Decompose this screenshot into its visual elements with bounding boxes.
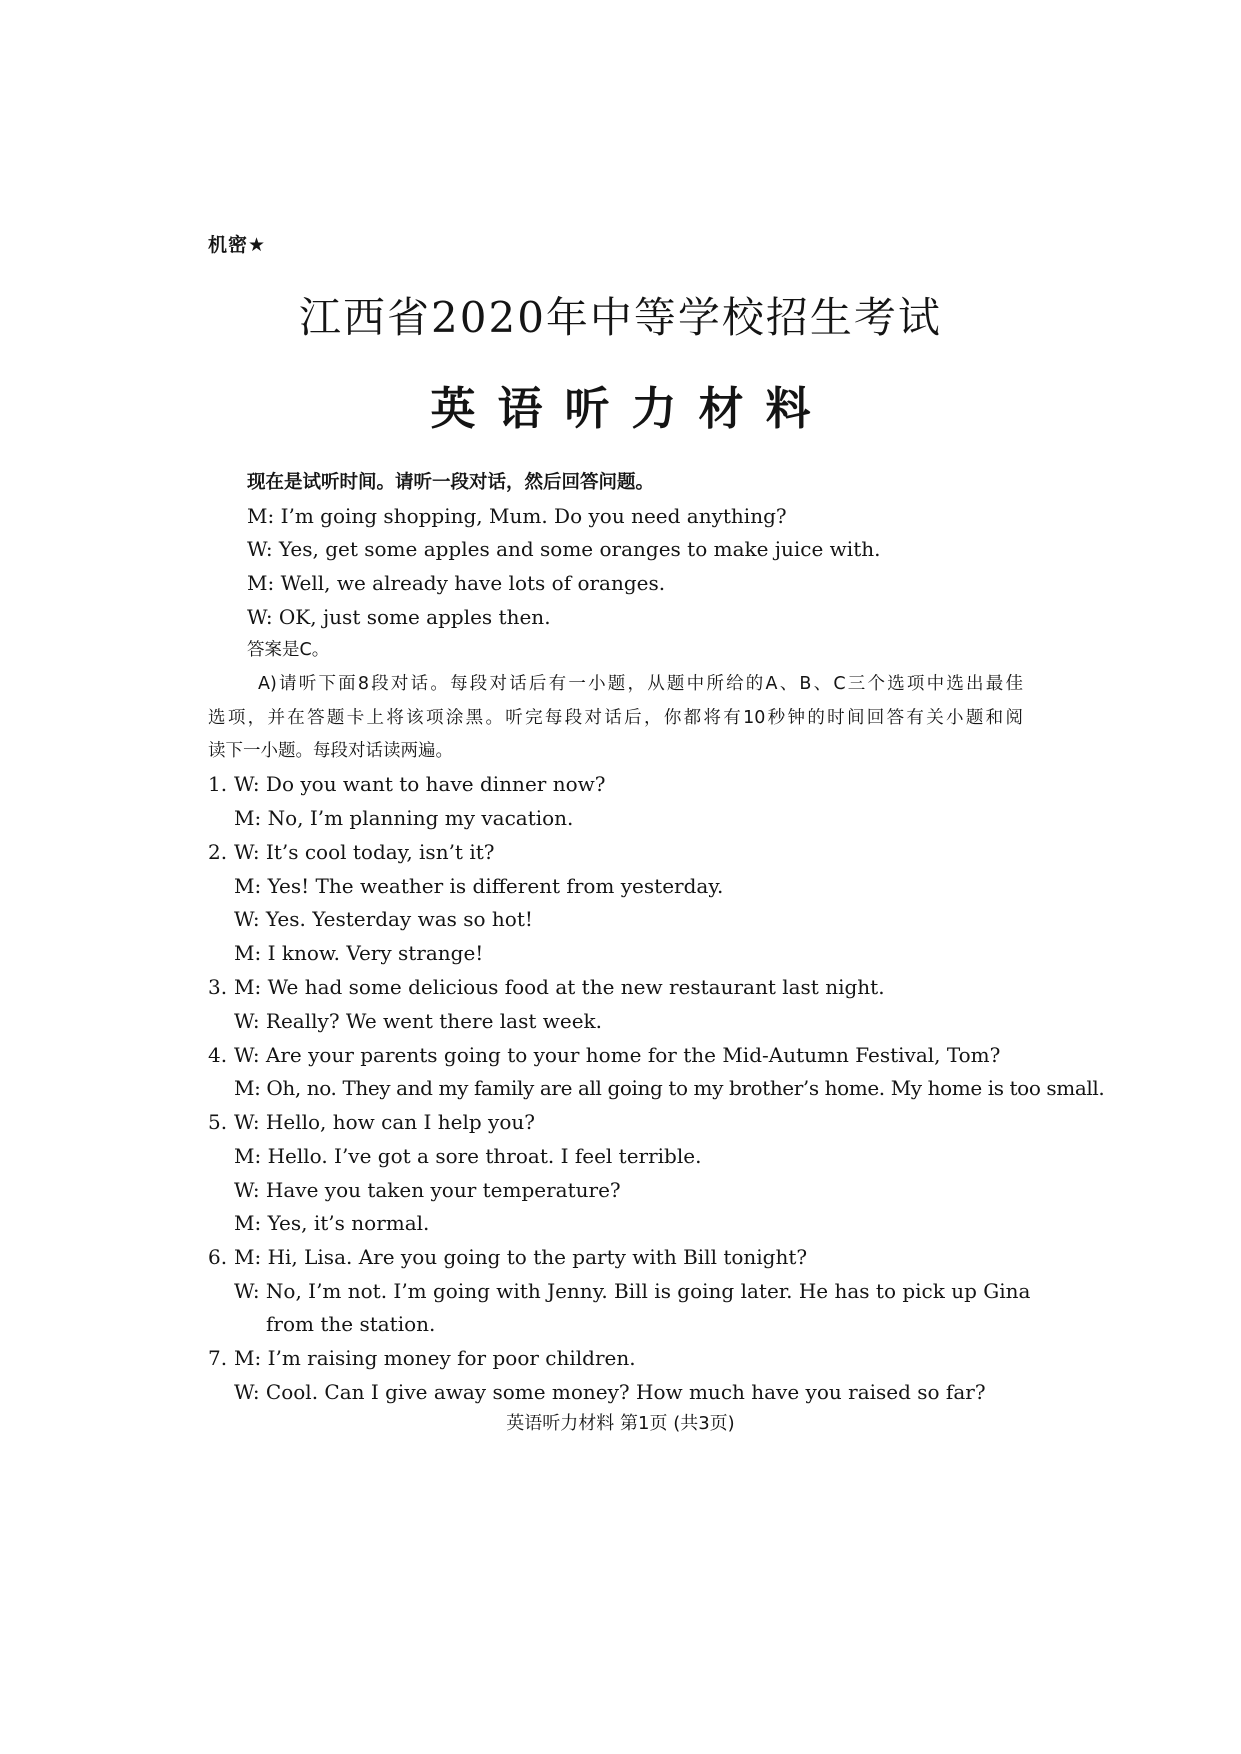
dialogue-number: 1. (208, 772, 228, 796)
trial-instruction: 现在是试听时间。请听一段对话，然后回答问题。 (247, 472, 655, 493)
section-a-instruction-line: A)请听下面8段对话。每段对话后有一小题，从题中所给的A、B、C三个选项中选出最佳 (258, 674, 1023, 694)
dialogue-line: M: We had some delicious food at the new restaurant last night. (234, 975, 885, 999)
trial-line: W: OK, just some apples then. (247, 605, 551, 629)
dialogue-number: 3. (208, 975, 228, 999)
dialogue-number: 2. (208, 840, 228, 864)
confidential-mark: 机密★ (208, 234, 267, 256)
trial-line: M: I’m going shopping, Mum. Do you need anything? (247, 504, 787, 528)
dialogue-number: 6. (208, 1245, 228, 1269)
section-a-instruction-line: 选项，并在答题卡上将该项涂黑。听完每段对话后，你都将有10秒钟的时间回答有关小题和阅 (208, 708, 1023, 728)
dialogue-line: W: No, I’m not. I’m going with Jenny. Bill is going later. He has to pick up Gina (234, 1279, 1031, 1303)
dialogue-line: M: Yes! The weather is different from yesterday. (234, 874, 724, 898)
dialogue-line: W: Cool. Can I give away some money? How much have you raised so far? (234, 1380, 986, 1404)
dialogue-line: from the station. (266, 1312, 436, 1336)
dialogue-line: W: Hello, how can I help you? (234, 1110, 535, 1134)
dialogue-line: W: Have you taken your temperature? (234, 1178, 621, 1202)
dialogue-line: M: I know. Very strange! (234, 941, 484, 965)
dialogue-line: M: Hello. I’ve got a sore throat. I feel terrible. (234, 1144, 702, 1168)
dialogue-line: W: Really? We went there last week. (234, 1009, 603, 1033)
dialogue-line: M: Oh, no. They and my family are all going to my brother’s home. My home is too small. (234, 1076, 1105, 1100)
dialogue-line: W: It’s cool today, isn’t it? (234, 840, 495, 864)
trial-line: M: Well, we already have lots of oranges. (247, 571, 666, 595)
dialogue-number: 4. (208, 1043, 228, 1067)
dialogue-line: M: Yes, it’s normal. (234, 1211, 430, 1235)
dialogue-number: 5. (208, 1110, 228, 1134)
dialogue-line: W: Do you want to have dinner now? (234, 772, 606, 796)
dialogue-line: M: Hi, Lisa. Are you going to the party with Bill tonight? (234, 1245, 808, 1269)
exam-title: 江西省2020年中等学校招生考试 (299, 293, 942, 342)
dialogue-line: W: Yes. Yesterday was so hot! (234, 907, 533, 931)
dialogue-line: M: I’m raising money for poor children. (234, 1346, 636, 1370)
dialogue-number: 7. (208, 1346, 228, 1370)
dialogue-line: W: Are your parents going to your home for the Mid-Autumn Festival, Tom? (234, 1043, 1001, 1067)
page-footer: 英语听力材料 第1页 (共3页) (506, 1413, 735, 1434)
document-subtitle: 英语听力材料 (430, 382, 833, 435)
trial-line: W: Yes, get some apples and some oranges to make juice with. (247, 537, 881, 561)
section-a-instruction-line: 读下一小题。每段对话读两遍。 (208, 741, 453, 761)
dialogue-line: M: No, I’m planning my vacation. (234, 806, 574, 830)
trial-answer: 答案是C。 (247, 640, 330, 660)
